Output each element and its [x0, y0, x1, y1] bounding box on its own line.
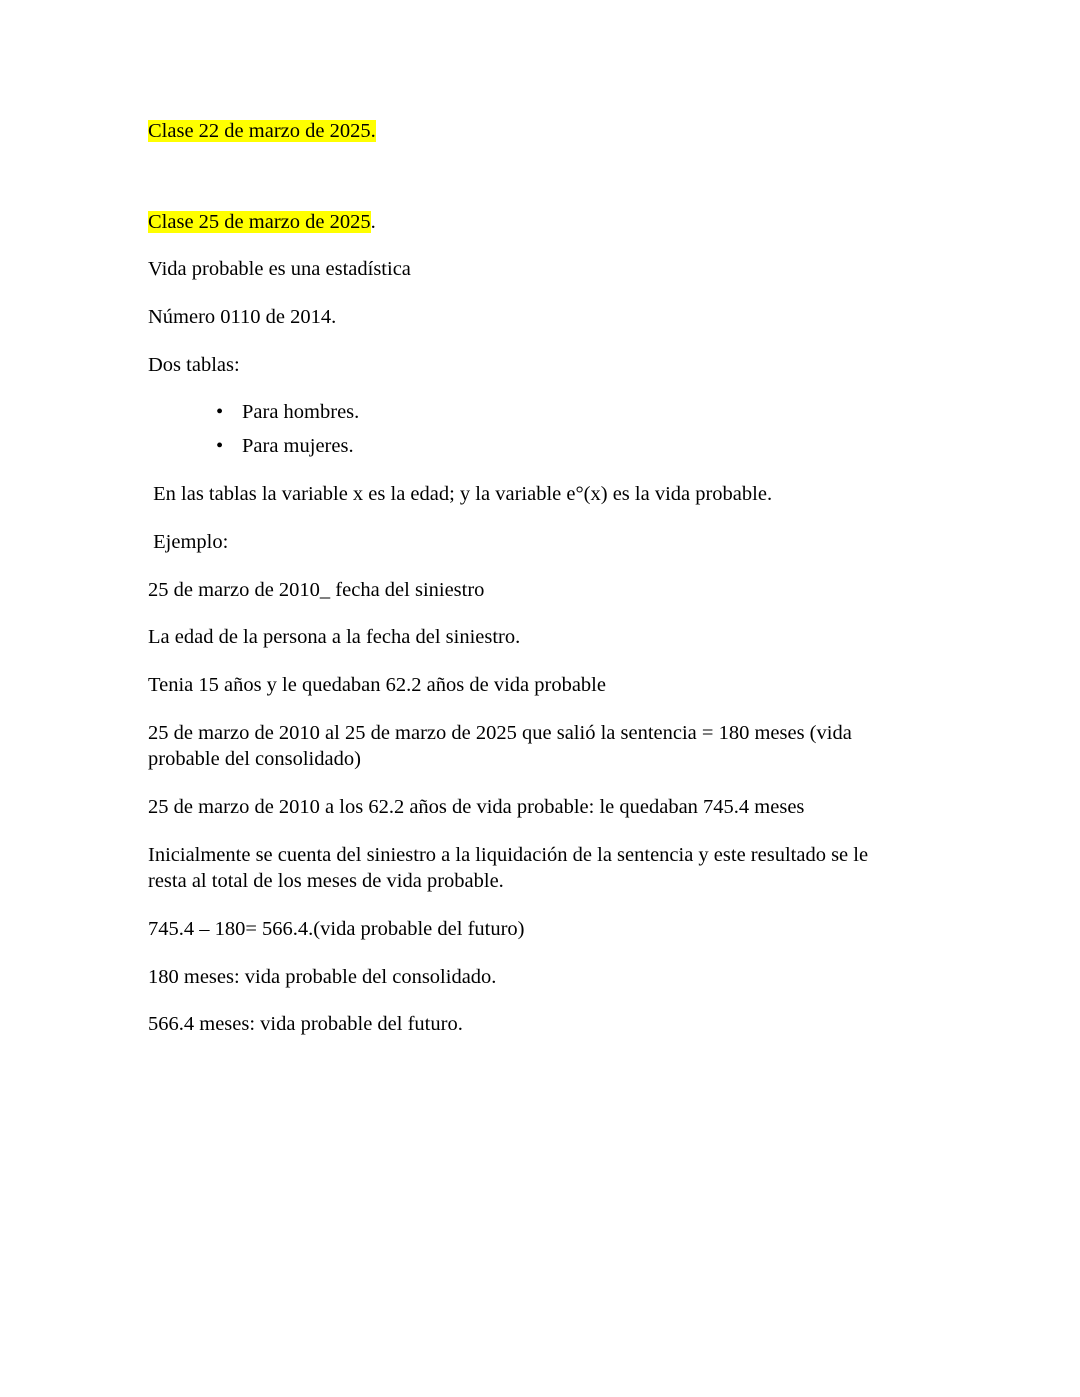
- paragraph-quedaban: 25 de marzo de 2010 a los 62.2 años de vida probable: le quedaban 745.4 meses: [148, 795, 805, 818]
- bullet-icon: •: [216, 434, 224, 457]
- paragraph-fecha-siniestro: 25 de marzo de 2010_ fecha del siniestro: [148, 578, 485, 601]
- list-item: [148, 399, 896, 426]
- list-item: [148, 433, 896, 460]
- heading-clase-25: [148, 209, 896, 236]
- heading-clase-22-highlight: Clase 22 de marzo de 2025.: [148, 120, 376, 142]
- paragraph-variables: En las tablas la variable x es la edad; y la variable e°(x) es la vida probable.: [148, 483, 773, 506]
- paragraph-meses-futuro: 566.4 meses: vida probable del futuro.: [148, 1013, 463, 1036]
- empty-paragraph-spacer: [148, 166, 896, 209]
- paragraph-edad-persona: La edad de la persona a la fecha del siniestro.: [148, 626, 521, 649]
- paragraph-numero: Número 0110 de 2014.: [148, 305, 337, 328]
- list-item-label: Para mujeres.: [242, 434, 354, 457]
- list-item-label: Para hombres.: [242, 401, 360, 424]
- paragraph-vida-probable: Vida probable es una estadística: [148, 258, 411, 281]
- paragraph-meses-consolidado: 180 meses: vida probable del consolidado.: [148, 965, 497, 988]
- paragraph-dos-tablas: Dos tablas:: [148, 353, 240, 376]
- paragraph-consolidado: 25 de marzo de 2010 al 25 de marzo de 2025 que salió la sentencia = 180 meses (vida probable del consolidado): [148, 721, 857, 771]
- tablas-bullet-list: [148, 399, 896, 459]
- paragraph-ejemplo: Ejemplo:: [148, 531, 229, 554]
- bullet-icon: •: [216, 401, 224, 424]
- paragraph-operacion: 745.4 – 180= 566.4.(vida probable del futuro): [148, 917, 525, 940]
- heading-clase-25-highlight: Clase 25 de marzo de 2025: [148, 210, 371, 233]
- heading-clase-22: [148, 118, 896, 145]
- paragraph-inicialmente: Inicialmente se cuenta del siniestro a la liquidación de la sentencia y este resultado se le resta al total de los meses de vida probable.: [148, 843, 874, 893]
- heading-clase-25-trailing: .: [370, 210, 376, 233]
- document-body: [148, 118, 896, 1038]
- paragraph-tenia: Tenia 15 años y le quedaban 62.2 años de vida probable: [148, 674, 606, 697]
